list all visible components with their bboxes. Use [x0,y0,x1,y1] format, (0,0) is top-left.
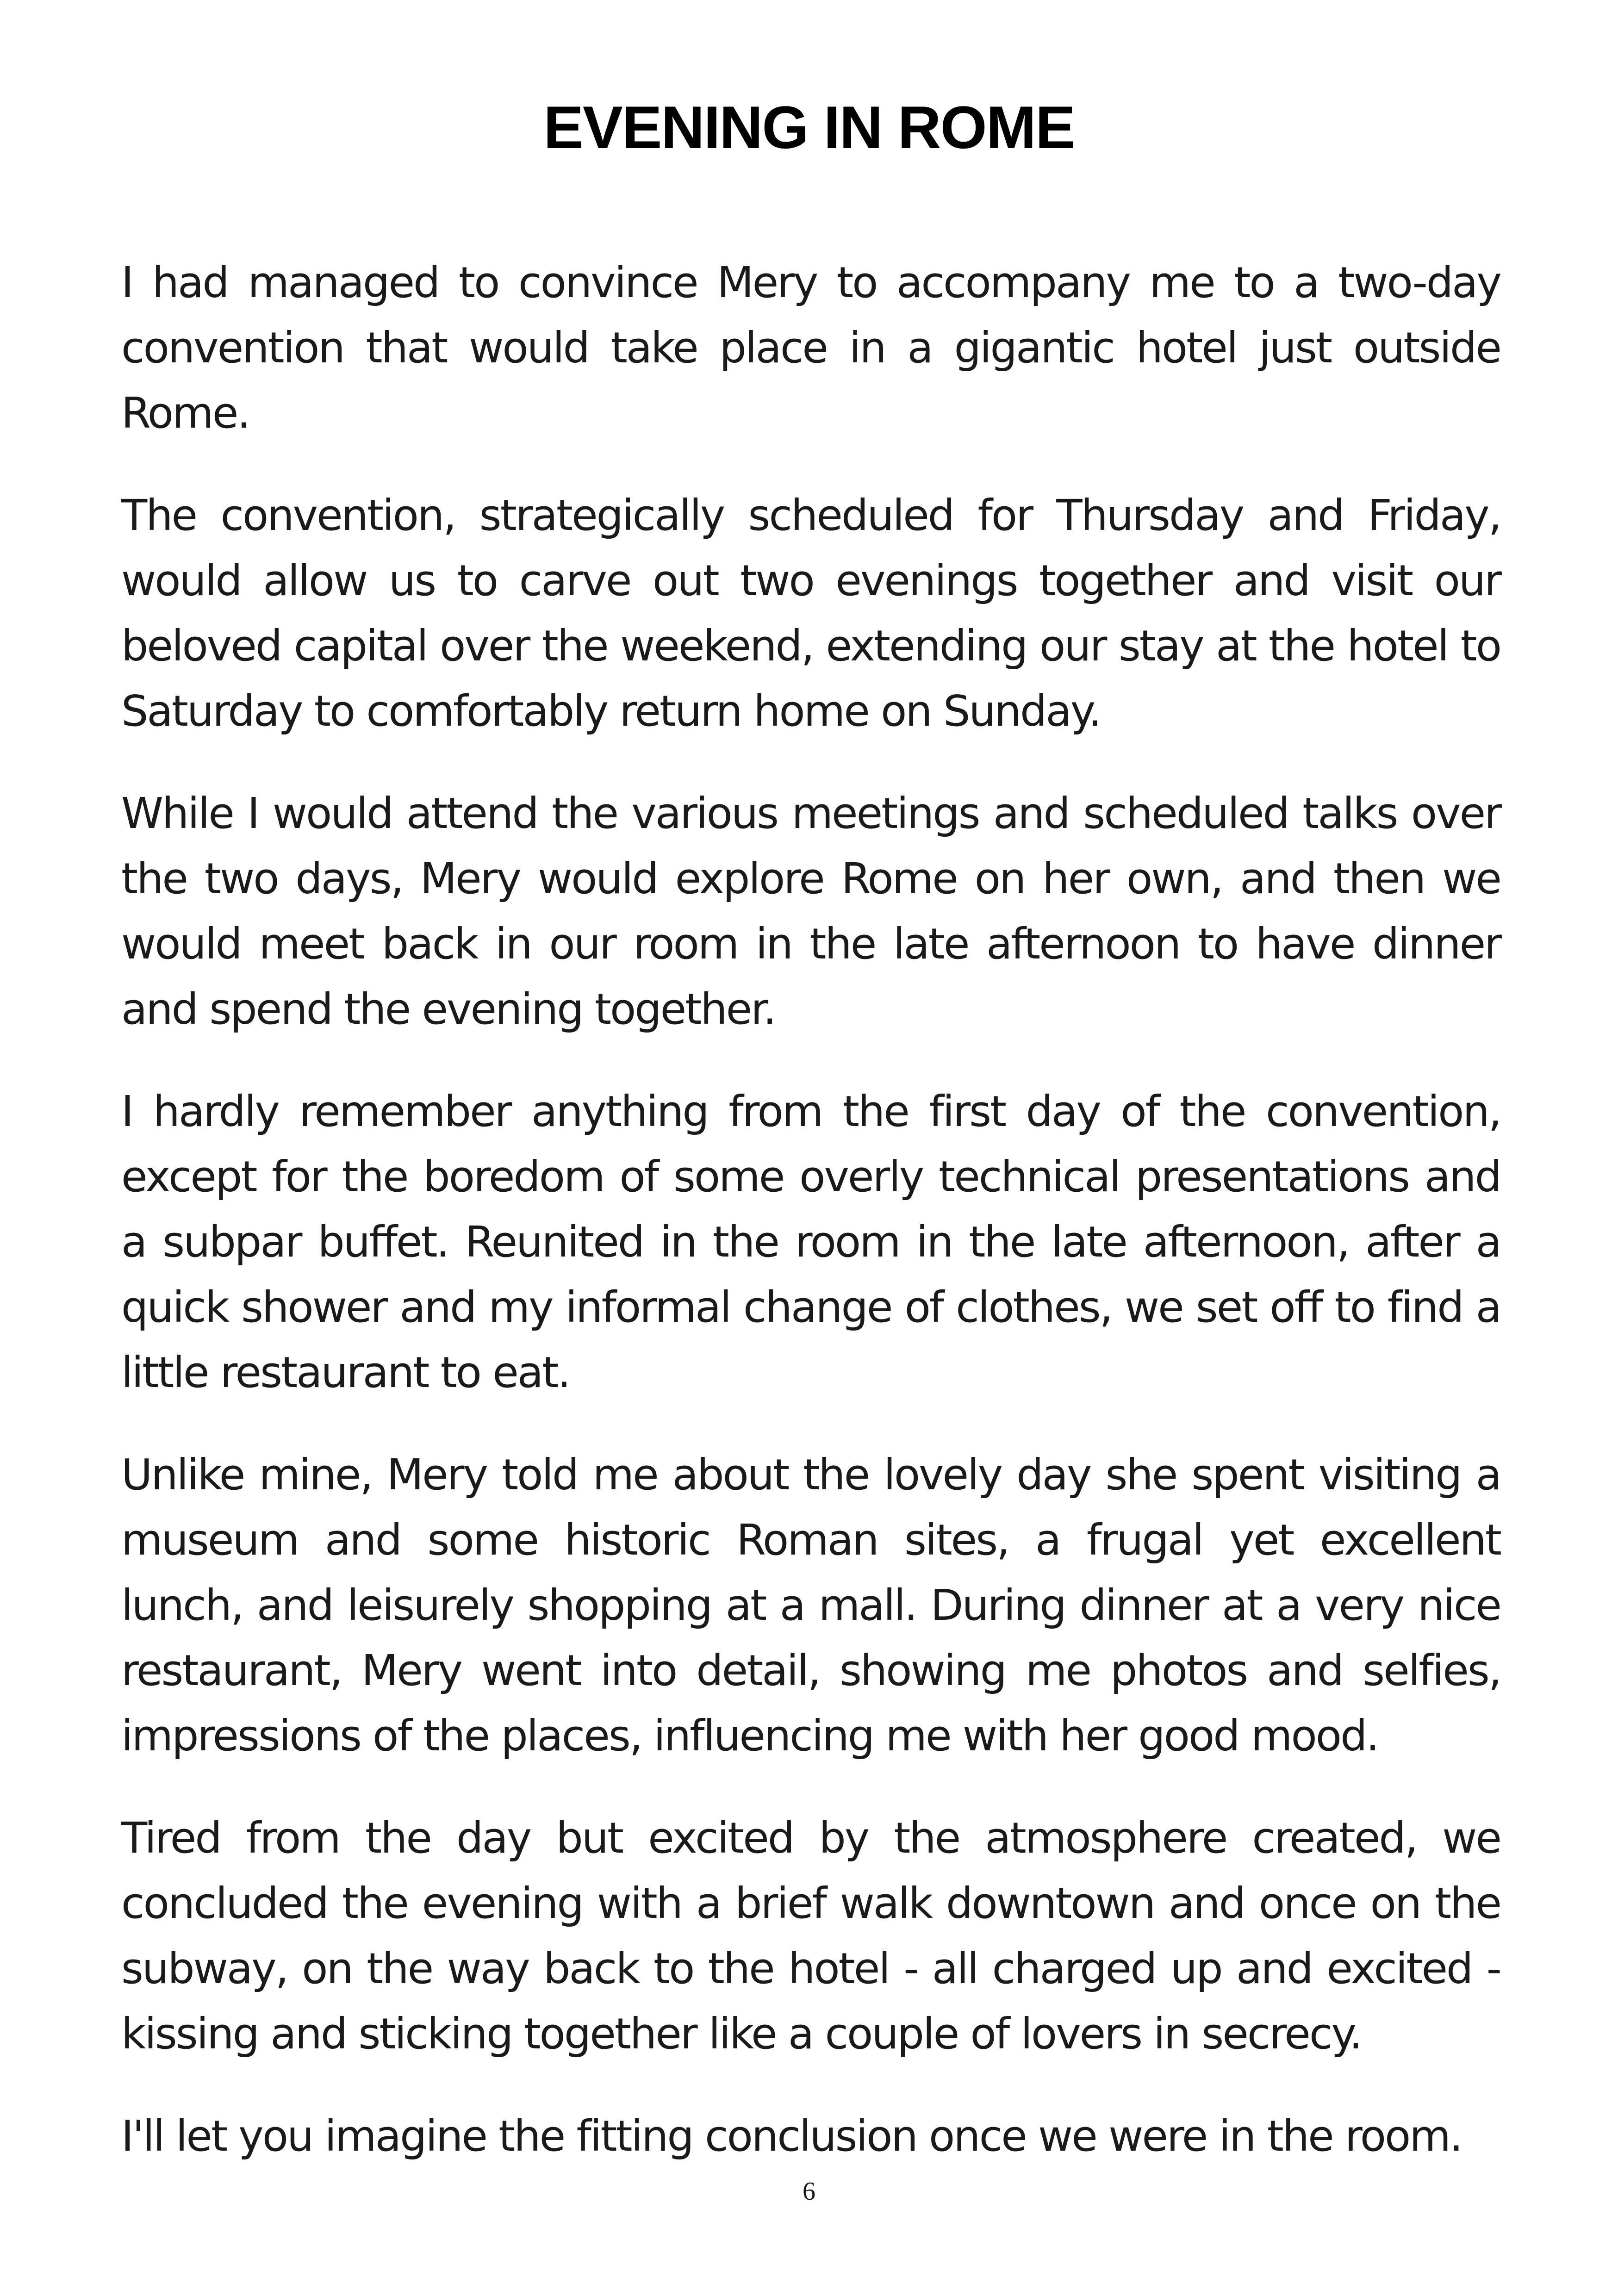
paragraph: While I would attend the various meetings and scheduled talks over the two days, Mery would explore Rome on her own, and then we would meet back in our room in the late afternoon to have dinner and spend the evening together. [121,789,1500,1034]
paragraph: I'll let you imagine the fitting conclusion once we were in the room. [121,2111,1462,2161]
chapter-body [121,250,1500,2169]
paragraph: Unlike mine, Mery told me about the lovely day she spent visiting a museum and some historic Roman sites, a frugal yet excellent lunch, and leisurely shopping at a mall. During dinner at a very nice restaurant, Mery went into detail, showing me photos and selfies, impressions of the places, influencing me with her good mood. [121,1450,1500,1761]
chapter-title: EVENING IN ROME [543,93,1075,161]
paragraph: Tired from the day but excited by the atmosphere created, we concluded the evening with a brief walk downtown and once on the subway, on the way back to the hotel - all charged up and excited - kissing and sticking together like a couple of lovers in secrecy. [121,1813,1500,2059]
page-number: 6 [803,2177,815,2206]
paragraph: The convention, strategically scheduled for Thursday and Friday, would allow us to carve out two evenings together and visit our beloved capital over the weekend, extending our stay at the hotel to Saturday to comfortably return home on Sunday. [121,491,1500,736]
paragraph: I had managed to convince Mery to accompany me to a two-day convention that would take place in a gigantic hotel just outside Rome. [121,258,1500,438]
paragraph: I hardly remember anything from the first day of the convention, except for the boredom of some overly technical presentations and a subpar buffet. Reunited in the room in the late afternoon, after a quick shower and my informal change of clothes, we set off to find a little restaurant to eat. [121,1087,1500,1397]
